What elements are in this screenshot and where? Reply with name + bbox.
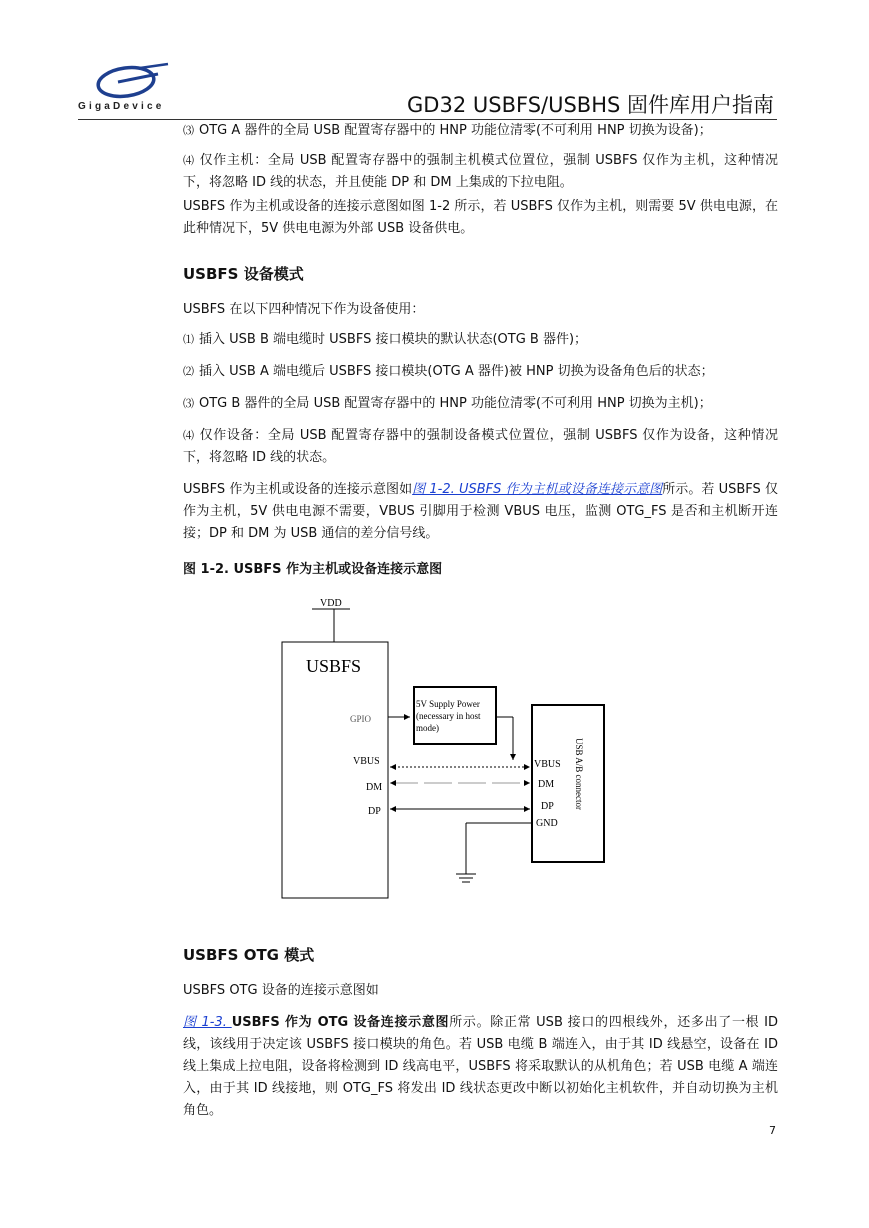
heading-text: USBFS 设备模式	[183, 265, 304, 283]
list-item	[183, 425, 778, 469]
list-number: ⑷	[183, 429, 195, 442]
vbus-right-label: VBUS	[534, 759, 561, 770]
vbus-left-label: VBUS	[353, 756, 380, 767]
list-item	[183, 361, 778, 383]
gnd-right-label: GND	[536, 818, 558, 829]
list-text: 仅作设备：全局 USB 配置寄存器中的强制设备模式位置位，强制 USBFS 仅作为设备，这种情况下，将忽略 ID 线的状态。	[183, 428, 778, 465]
list-text: OTG A 器件的全局 USB 配置寄存器中的 HNP 功能位清零(不可利用 HNP 切换为设备)；	[199, 123, 712, 138]
paragraph-text: USBFS 作为主机或设备的连接示意图如	[183, 482, 413, 497]
paragraph: USBFS 在以下四种情况下作为设备使用：	[183, 302, 425, 317]
list-number: ⑴	[183, 333, 194, 346]
paragraph	[183, 1012, 778, 1122]
paragraph-text: 所示。若 USBFS 仅作为主机，5V 供电电源不需要，VBUS 引脚用于检测 VBUS 电压，监测 OTG_FS 是否和主机断开连接；DP 和 DM 为 USB 通信的差分信号线。	[183, 482, 778, 541]
paragraph-text: 所示。除正常 USB 接口的四根线外，还多出了一根 ID 线，该线用于决定该 USBFS 接口模块的角色。若 USB 电缆 B 端连入，由于其 ID 线悬空，设备在 ID 线上集成上拉电阻，设备将检测到 ID 线高电平，USBFS 将采取默认的从机角色；若 USB 电缆 A 端连入，由于其 ID 线接地，则 OTG_FS 将发出 ID 线状态更改中断以初始化主机软件，并自动切换为主机角色。	[183, 1015, 778, 1118]
supply-label-3: mode)	[416, 723, 439, 733]
list-text: OTG B 器件的全局 USB 配置寄存器中的 HNP 功能位清零(不可利用 HNP 切换为主机)；	[199, 396, 712, 411]
figure-link[interactable]: 图 1-2. USBFS 作为主机或设备连接示意图	[412, 482, 663, 497]
list-text: 仅作主机：全局 USB 配置寄存器中的强制主机模式位置位，强制 USBFS 仅作为主机，这种情况下，将忽略 ID 线的状态，并且使能 DP 和 DM 上集成的下拉电阻。	[183, 153, 778, 190]
list-number: ⑷	[183, 154, 195, 167]
supply-label-1: 5V Supply Power	[416, 699, 480, 709]
supply-label-2: (necessary in host	[416, 711, 481, 721]
dm-right-label: DM	[538, 779, 555, 790]
list-number: ⑶	[183, 397, 194, 410]
section-heading-otg	[183, 944, 314, 966]
dp-right-label: DP	[541, 801, 554, 812]
dm-left-label: DM	[366, 782, 383, 793]
figure-title: USBFS 作为 OTG 设备连接示意图	[231, 1015, 450, 1030]
paragraph: USBFS OTG 设备的连接示意图如	[183, 983, 379, 998]
figure-caption: 图 1-2. USBFS 作为主机或设备连接示意图	[183, 562, 443, 577]
vdd-label: VDD	[320, 598, 342, 609]
dp-left-label: DP	[368, 806, 381, 817]
connector-label: USB A/B connector	[574, 738, 584, 810]
usbfs-block	[282, 642, 388, 898]
gpio-label: GPIO	[350, 714, 372, 724]
page-number: 7	[769, 1124, 776, 1137]
list-number: ⑶	[183, 124, 194, 137]
connection-diagram	[270, 590, 620, 910]
paragraph	[183, 479, 778, 545]
list-item	[183, 329, 778, 351]
list-item	[183, 120, 778, 142]
heading-text: USBFS OTG 模式	[183, 946, 315, 964]
list-item	[183, 393, 778, 415]
document-title: GD32 USBFS/USBHS 固件库用户指南	[407, 93, 774, 117]
logo-text: GigaDevice	[78, 101, 165, 112]
paragraph: USBFS 作为主机或设备的连接示意图如图 1-2 所示，若 USBFS 仅作为主机，则需要 5V 供电电源，在此种情况下，5V 供电电源为外部 USB 设备供电。	[183, 199, 778, 236]
list-text: 插入 USB A 端电缆后 USBFS 接口模块(OTG A 器件)被 HNP 切换为设备角色后的状态；	[199, 364, 714, 379]
figure-link[interactable]: 图 1-3.	[183, 1015, 232, 1030]
list-item	[183, 150, 778, 194]
list-text: 插入 USB B 端电缆时 USBFS 接口模块的默认状态(OTG B 器件)；	[199, 332, 588, 347]
section-heading-device	[183, 263, 304, 285]
usbfs-label: USBFS	[306, 656, 362, 676]
list-number: ⑵	[183, 365, 194, 378]
